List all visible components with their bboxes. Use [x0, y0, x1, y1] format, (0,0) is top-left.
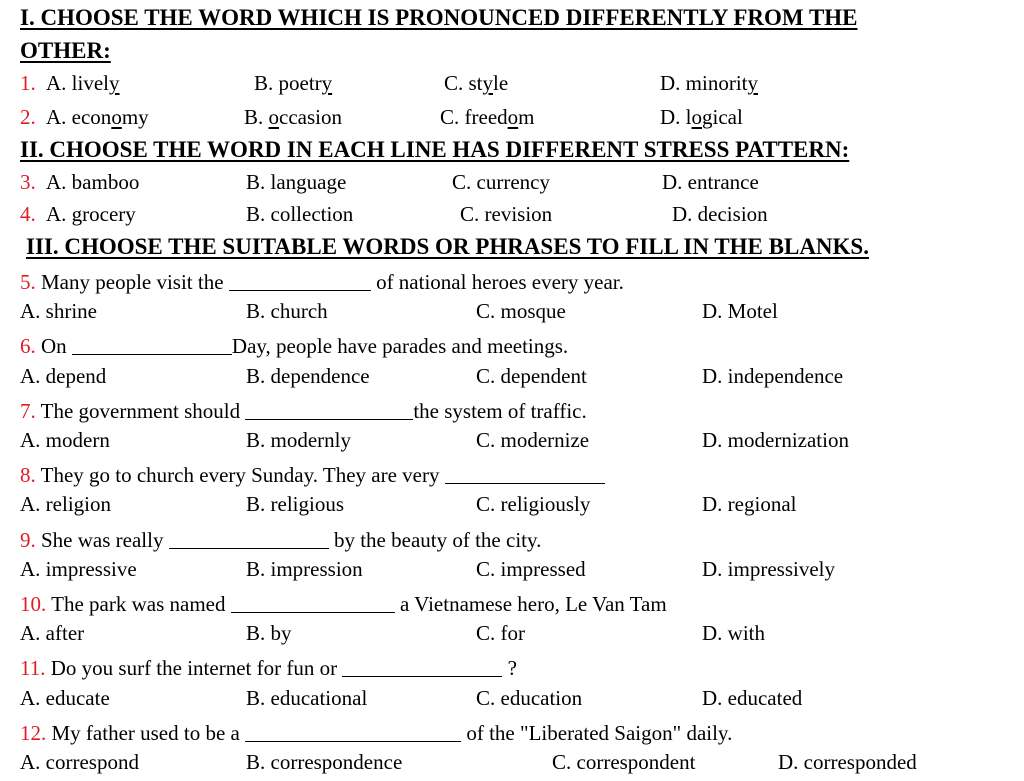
- q11-blank: [342, 655, 502, 677]
- section-1-title-line2: OTHER:: [20, 38, 111, 63]
- q2-option-a: A. economy: [46, 105, 149, 129]
- q10-option-a: A. after: [20, 621, 85, 645]
- q7-option-b: B. modernly: [246, 428, 351, 452]
- q4-option-d: D. decision: [672, 202, 768, 226]
- q8-option-d: D. regional: [702, 492, 797, 516]
- q7-option-a: A. modern: [20, 428, 110, 452]
- q10-option-d: D. with: [702, 621, 765, 645]
- q10-stem: 10. The park was named a Vietnamese hero, Le Van Tam: [20, 592, 667, 616]
- q7-option-d: D. modernization: [702, 428, 849, 452]
- q4-option-c: C. revision: [460, 202, 553, 226]
- q11-option-a: A. educate: [20, 686, 110, 710]
- q6-option-b: B. dependence: [246, 364, 370, 388]
- q7-stem: 7. The government should the system of traffic.: [20, 399, 587, 423]
- q1-option-c: C. style: [444, 71, 509, 95]
- q12-option-c: C. correspondent: [552, 750, 696, 774]
- q8-blank: [445, 462, 605, 484]
- q12-option-d: D. corresponded: [778, 750, 917, 774]
- q4-number: 4.: [20, 202, 36, 226]
- q2-number: 2.: [20, 105, 36, 129]
- q6-blank: [72, 333, 232, 355]
- section-1-title-line1: I. CHOOSE THE WORD WHICH IS PRONOUNCED DIFFERENTLY FROM THE: [20, 5, 858, 30]
- q1-option-a: A. lively: [46, 71, 120, 95]
- q3-option-a: A. bamboo: [46, 170, 140, 194]
- q10-blank: [231, 591, 395, 613]
- q6-option-d: D. independence: [702, 364, 844, 388]
- q9-option-c: C. impressed: [476, 557, 586, 581]
- q3-option-b: B. language: [246, 170, 347, 194]
- q1-option-d: D. minority: [660, 71, 758, 95]
- q9-blank: [169, 527, 329, 549]
- q5-option-c: C. mosque: [476, 299, 566, 323]
- q5-option-b: B. church: [246, 299, 328, 323]
- q8-option-a: A. religion: [20, 492, 111, 516]
- q4-option-b: B. collection: [246, 202, 354, 226]
- q7-blank: [245, 398, 413, 420]
- q5-option-d: D. Motel: [702, 299, 778, 323]
- q2-option-d: D. logical: [660, 105, 743, 129]
- q12-blank: [245, 720, 461, 742]
- q11-option-d: D. educated: [702, 686, 803, 710]
- q7-option-c: C. modernize: [476, 428, 590, 452]
- q9-stem: 9. She was really by the beauty of the city.: [20, 528, 542, 552]
- q3-number: 3.: [20, 170, 36, 194]
- q3-option-c: C. currency: [452, 170, 550, 194]
- q8-option-c: C. religiously: [476, 492, 591, 516]
- q8-option-b: B. religious: [246, 492, 344, 516]
- q9-option-b: B. impression: [246, 557, 363, 581]
- q2-option-b: B. occasion: [244, 105, 342, 129]
- q2-option-c: C. freedom: [440, 105, 535, 129]
- q9-option-d: D. impressively: [702, 557, 835, 581]
- q11-option-b: B. educational: [246, 686, 368, 710]
- q5-stem: 5. Many people visit the of national heroes every year.: [20, 270, 624, 294]
- q12-option-b: B. correspondence: [246, 750, 403, 774]
- q8-stem: 8. They go to church every Sunday. They are very: [20, 462, 605, 486]
- q10-option-c: C. for: [476, 621, 525, 645]
- q3-option-d: D. entrance: [662, 170, 759, 194]
- q4-option-a: A. grocery: [46, 202, 136, 226]
- q9-option-a: A. impressive: [20, 557, 137, 581]
- q5-option-a: A. shrine: [20, 299, 97, 323]
- q12-stem: 12. My father used to be a of the "Liberated Saigon" daily.: [20, 721, 733, 745]
- q6-stem: 6. On Day, people have parades and meetings.: [20, 334, 569, 358]
- section-2-title: II. CHOOSE THE WORD IN EACH LINE HAS DIFFERENT STRESS PATTERN:: [20, 137, 850, 162]
- q10-option-b: B. by: [246, 621, 292, 645]
- q12-option-a: A. correspond: [20, 750, 139, 774]
- q1-option-b: B. poetry: [254, 71, 333, 95]
- q1-number: 1.: [20, 71, 36, 95]
- q6-option-c: C. dependent: [476, 364, 587, 388]
- q5-blank: [229, 269, 371, 291]
- q6-option-a: A. depend: [20, 364, 107, 388]
- q11-stem: 11. Do you surf the internet for fun or ?: [20, 656, 517, 680]
- section-3-title: III. CHOOSE THE SUITABLE WORDS OR PHRASES TO FILL IN THE BLANKS.: [26, 234, 869, 259]
- q11-option-c: C. education: [476, 686, 583, 710]
